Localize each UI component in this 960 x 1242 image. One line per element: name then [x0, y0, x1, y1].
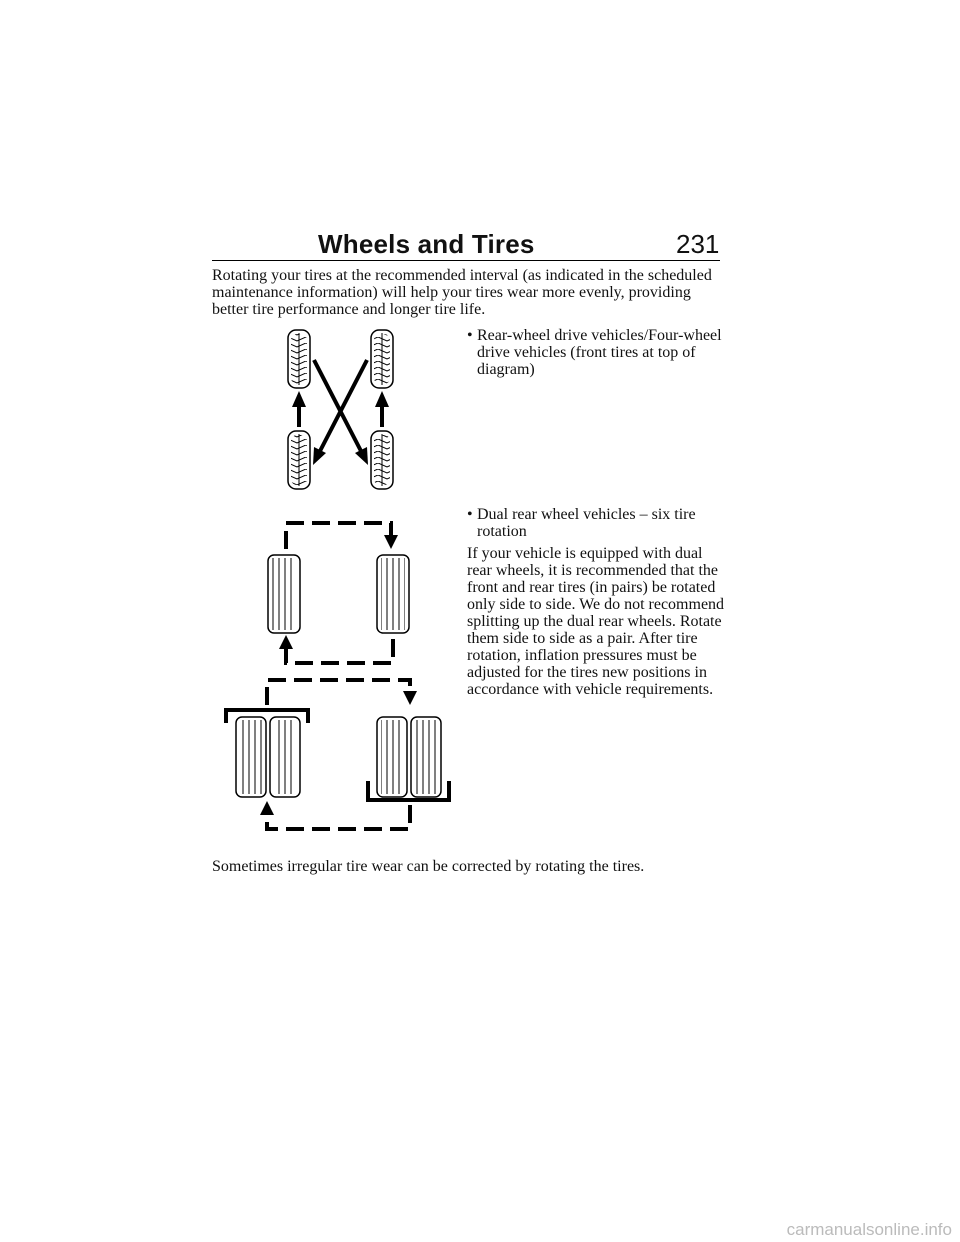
watermark-text: carmanualsonline.info: [786, 1220, 952, 1239]
tire-front-right-icon: [377, 555, 409, 633]
tire-front-right-icon: [371, 330, 393, 388]
header-divider: [212, 260, 720, 261]
dual-rear-wheel-paragraph: If your vehicle is equipped with dual rear wheels, it is recommended that the front and rear tires (in pairs) be rotated only side to side. We do not recommend splitting up the dual rear wheels. Rotate them side to side as a pair. After tire rotation, inflation pressures must be adjusted for the tires new positions in accordance with vehicle requirements.: [467, 545, 725, 698]
dual-tires-rear-left-icon: [226, 710, 308, 797]
page-number: 231: [676, 229, 720, 259]
arrow-up-icon: [260, 801, 274, 815]
arrow-down-icon: [384, 535, 398, 549]
intro-paragraph: Rotating your tires at the recommended interval (as indicated in the scheduled maintenance information) will help your tires wear more evenly, providing better tire performance and longer tire life.: [212, 267, 712, 318]
arrow-up-right-icon: [375, 391, 389, 427]
section-title: Wheels and Tires: [318, 229, 535, 259]
bullet-rear-wheel-drive: [467, 327, 729, 378]
bullet-marker: •: [467, 506, 473, 523]
four-tire-rotation-diagram: [270, 325, 410, 495]
bullet-marker: •: [467, 327, 473, 344]
arrow-up-icon: [279, 635, 293, 649]
bullet-text: Rear-wheel drive vehicles/Four-wheel drive vehicles (front tires at top of diagram): [477, 327, 722, 378]
arrow-down-icon: [403, 691, 417, 705]
tire-front-left-icon: [268, 555, 300, 633]
tire-front-left-icon: [288, 330, 310, 388]
arrow-up-left-icon: [292, 391, 306, 427]
six-tire-rotation-diagram: [222, 515, 462, 835]
tire-rear-right-icon: [371, 431, 393, 489]
dual-tires-rear-right-icon: [368, 717, 449, 800]
tire-rear-left-icon: [288, 431, 310, 489]
closing-paragraph: Sometimes irregular tire wear can be corrected by rotating the tires.: [212, 858, 645, 875]
bullet-text: Dual rear wheel vehicles – six tire rotation: [477, 506, 696, 540]
bullet-dual-rear-wheel: [467, 506, 729, 540]
